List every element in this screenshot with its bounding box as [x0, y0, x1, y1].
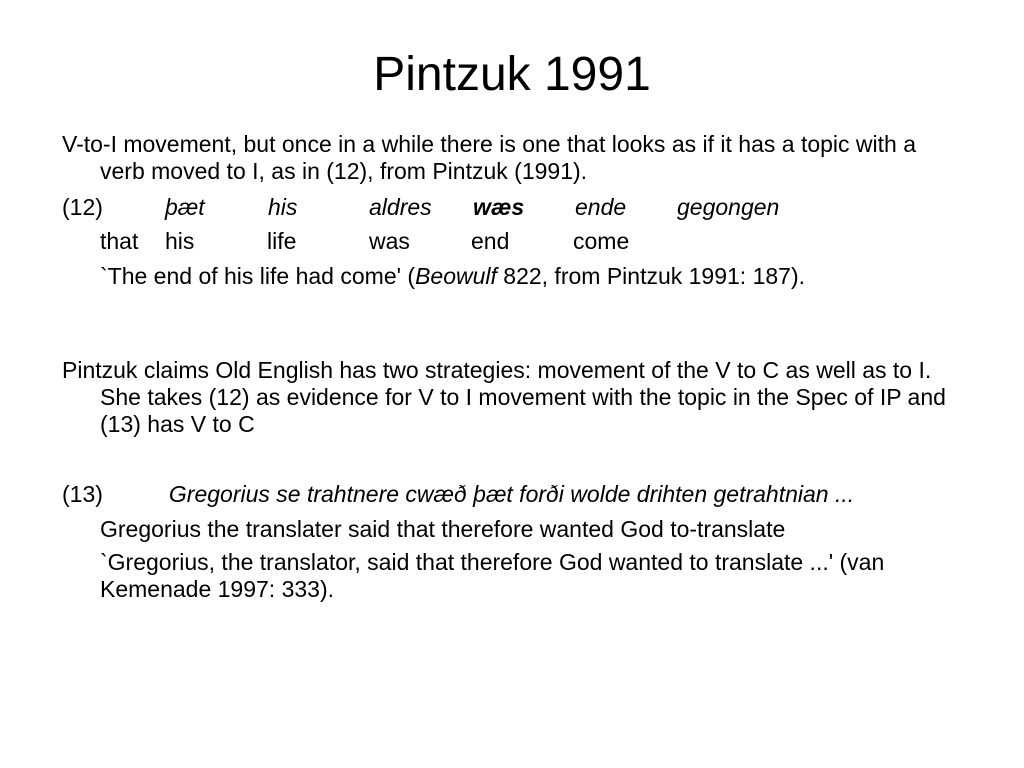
example-12-word: gegongen: [677, 194, 780, 220]
example-12-translation-text: [62, 263, 962, 290]
example-12-gloss: end: [471, 228, 510, 254]
example-12-gloss-row: [100, 228, 960, 255]
intro-text: V-to-I movement, but once in a while there is one that looks as if it has a topic with a verb moved to I, as in (12), from Pintzuk (1991).: [62, 131, 916, 184]
example-12-word: aldres: [369, 194, 432, 220]
example-12-gloss: life: [267, 228, 297, 254]
example-12-word: his: [268, 194, 298, 220]
example-13-number: (13): [62, 481, 103, 507]
example-12-number: (12): [62, 194, 103, 220]
example-12-translation: [62, 263, 962, 290]
example-12-gloss: come: [573, 228, 630, 254]
example-13: [62, 481, 962, 603]
translation-end: 822, from Pintzuk 1991: 187).: [496, 263, 806, 289]
example-12-gloss: that: [100, 228, 139, 254]
example-13-translation: `Gregorius, the translator, said that therefore God wanted to translate ...' (van Kemenade 1997: 333).: [100, 549, 885, 602]
example-12-word-verb: wæs: [473, 194, 525, 220]
example-12-original-row: [62, 194, 962, 221]
intro-paragraph: [62, 131, 962, 185]
example-12-gloss: his: [165, 228, 195, 254]
example-13-original: Gregorius se trahtnere cwæð þæt forði wolde drihten getrahtnian ...: [168, 481, 855, 507]
example-12-gloss: was: [369, 228, 410, 254]
slide-title: Pintzuk 1991: [373, 48, 651, 101]
translation-start: `The end of his life had come' (: [100, 263, 416, 289]
strategies-text: Pintzuk claims Old English has two strategies: movement of the V to C as well as to I. She takes (12) as evidence for V to I movement with the topic in the Spec of IP and (13) has V to C: [62, 357, 946, 437]
source-title: Beowulf: [415, 263, 497, 289]
example-13-original-line: [62, 481, 962, 508]
example-12-word: ende: [575, 194, 627, 220]
example-12-word: þæt: [165, 194, 205, 220]
strategies-paragraph: [62, 357, 962, 438]
example-13-gloss: Gregorius the translater said that therefore wanted God to-translate: [100, 516, 786, 542]
